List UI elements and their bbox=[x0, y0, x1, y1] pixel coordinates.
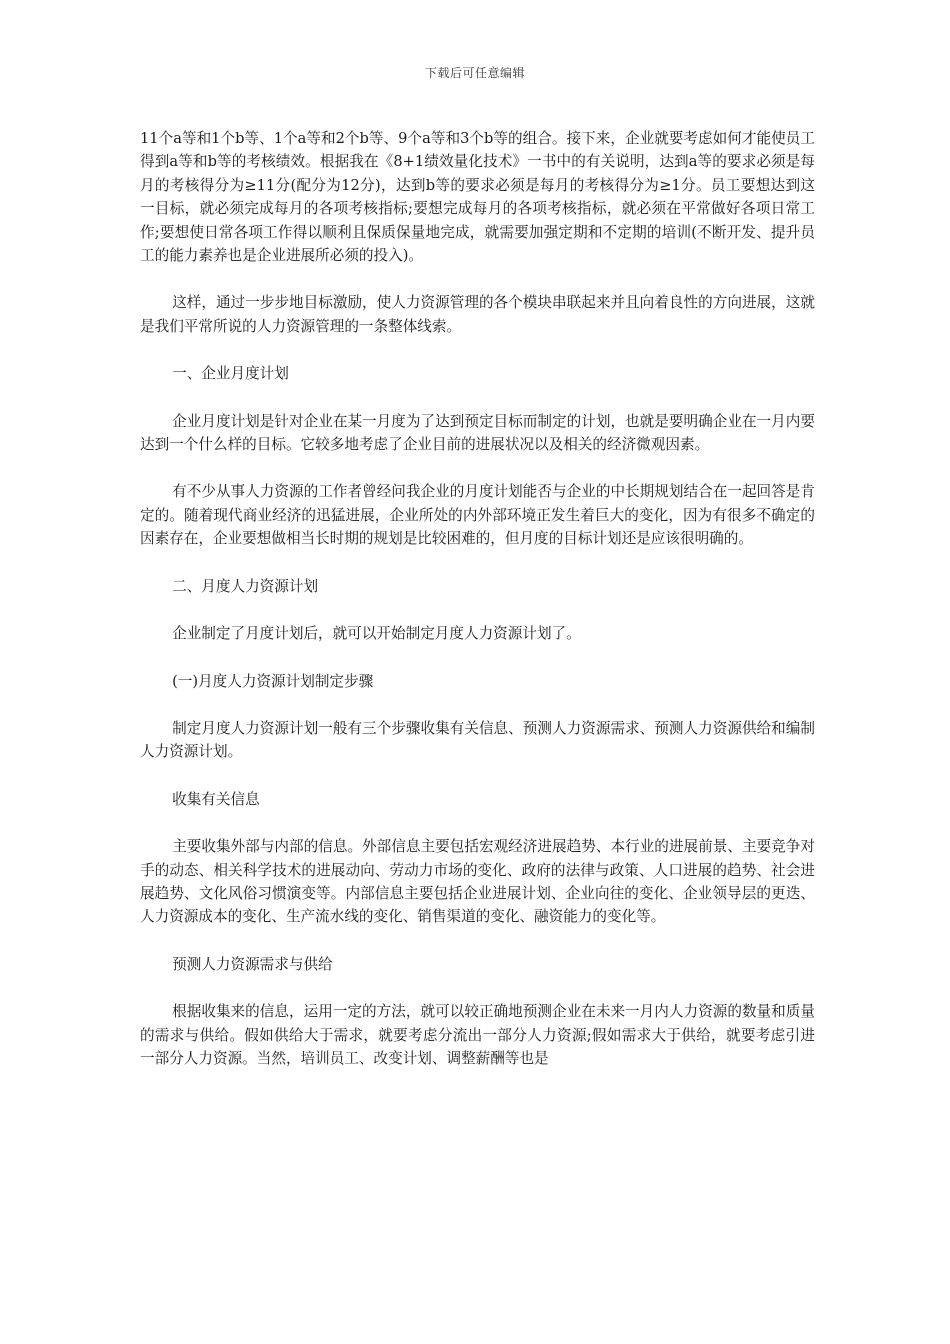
paragraph-8: 根据收集来的信息，运用一定的方法，就可以较正确地预测企业在未来一月内人力资源的数量和质量的需求与供给。假如供给大于需求，就要考虑分流出一部分人力资源;假如需求大于供给，就要考虑引进一部分人力资源。当然，培训员工、改变计划、调整薪酬等也是 bbox=[140, 1003, 815, 1067]
paragraph-5: 企业制定了月度计划后，就可以开始制定月度人力资源计划了。 bbox=[172, 625, 581, 643]
subsection-heading-1: (一)月度人力资源计划制定步骤 bbox=[172, 672, 374, 690]
section-heading-1: 一、企业月度计划 bbox=[172, 365, 289, 383]
paragraph-1: 11个a等和1个b等、1个a等和2个b等、9个a等和3个b等的组合。接下来，企业就要考虑如何才能使员工得到a等和b等的考核绩效。根据我在《8+1绩效量化技术》一书中的有关说明，达到a等的要求必须是每月的考核得分为≥11分(配分为12分)，达到b等的要求必须是每月的考核得分为≥1分。员工要想达到这一目标，就必须完成每月的各项考核指标;要想完成每月的各项考核指标，就必须在平常做好各项日常工作;要想使日常各项工作得以顺利且保质保量地完成，就需要加强定期和不定期的培训(不断开发、提升员工的能力素养也是企业进展所必须的投入)。 bbox=[140, 130, 815, 265]
step-heading-collect-info: 收集有关信息 bbox=[172, 790, 260, 808]
paragraph-6: 制定月度人力资源计划一般有三个步骤收集有关信息、预测人力资源需求、预测人力资源供给和编制人力资源计划。 bbox=[140, 719, 815, 761]
paragraph-2: 这样，通过一步步地目标激励，使人力资源管理的各个模块串联起来并且向着良性的方向进展，这就是我们平常所说的人力资源管理的一条整体线索。 bbox=[140, 294, 815, 335]
section-heading-2: 二、月度人力资源计划 bbox=[172, 577, 319, 595]
paragraph-4: 有不少从事人力资源的工作者曾经问我企业的月度计划能否与企业的中长期规划结合在一起回答是肯定的。随着现代商业经济的迅猛进展，企业所处的内外部环境正发生着巨大的变化，因为有很多不确定的因素存在，企业要想做相当长时期的规划是比较困难的，但月度的目标计划还是应该很明确的。 bbox=[140, 483, 815, 548]
paragraph-7: 主要收集外部与内部的信息。外部信息主要包括宏观经济进展趋势、本行业的进展前景、主要竞争对手的动态、相关科学技术的进展动向、劳动力市场的变化、政府的法律与政策、人口进展的趋势、社会进展趋势、文化风俗习惯演变等。内部信息主要包括企业进展计划、企业向往的变化、企业领导层的更迭、人力资源成本的变化、生产流水线的变化、销售渠道的变化、融资能力的变化等。 bbox=[140, 838, 815, 926]
paragraph-3: 企业月度计划是针对企业在某一月度为了达到预定目标而制定的计划，也就是要明确企业在一月内要达到一个什么样的目标。它较多地考虑了企业目前的进展状况以及相关的经济微观因素。 bbox=[140, 412, 815, 454]
document-body bbox=[140, 127, 815, 1070]
page-header: 下载后可任意编辑 bbox=[424, 66, 525, 80]
step-heading-forecast: 预测人力资源需求与供给 bbox=[172, 955, 333, 973]
